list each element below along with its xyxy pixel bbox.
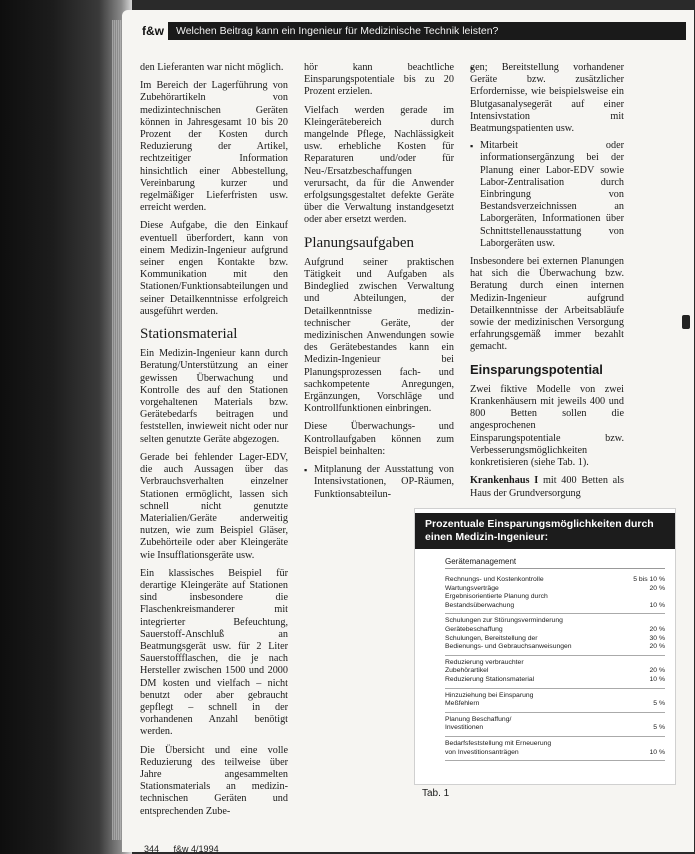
paragraph: Vielfach werden gerade im Kleingerätebereich durch mangelnde Pflege, Nachlässigkeit usw. erhebliche Kosten für Reparaturen und/oder für Neu-/Ersatzbeschaffungen verursacht, da für die Anwender erfolgsungsgestaltet defekte Geräte über die Verwaltung instandgesetzt oder aber ersetzt werden. — [304, 104, 454, 226]
row-label: Meßfehlern — [445, 700, 480, 708]
paragraph: den Lieferanten war nicht möglich. — [140, 62, 284, 73]
paragraph: Zwei fiktive Modelle von zwei Krankenhäusern mit jeweils 400 und 800 Betten sollen die angesprochenen Einsparungspotentiale bzw. Verbesserungsmöglichkeiten konkretisieren (siehe Tab. 1). — [470, 383, 624, 469]
paragraph: Gerade bei fehlender Lager-EDV, die auch Aussagen über das Verbrauchsverhalten einzelner Stationen ermöglicht, lassen sich schnell nicht genutzte Materialien/Geräte anderweitig nutzen, wie zum Beispiel Gläser, Zubehörteile oder aber Kleingeräte wie Insufflationsgeräte usw. — [140, 451, 288, 561]
row-label: Investitionen — [445, 724, 484, 732]
paragraph: Ein Medizin-Ingenieur kann durch Beratung/Unterstützung an einer gewissen Überwachung und Kontrolle des auf den Stationen vorgehaltenen Materials bzw. Gerätebedarfs beitragen und feststellen, inwieweit nicht oder nur selten genutzte Geräte abgezogen. — [140, 348, 288, 445]
table-title: Prozentuale Einsparungsmöglichkeiten durch einen Medizin-Ingenieur: — [415, 513, 675, 549]
section-heading-stationsmaterial: Stationsmaterial — [140, 326, 238, 343]
row-value: 20 % — [649, 643, 665, 651]
row-value: 20 % — [649, 667, 665, 675]
row-label: Schulungen zur Störungsverminderung — [445, 617, 563, 625]
paragraph: Diese Überwachungs- und Kontrollaufgaben können zum Beispiel beinhalten: — [304, 421, 454, 457]
table-row — [445, 667, 665, 676]
column-1 — [140, 62, 288, 824]
table-row — [445, 676, 665, 685]
table-row — [445, 617, 665, 626]
row-value: 5 % — [653, 724, 665, 732]
table-row — [445, 626, 665, 635]
row-value: 10 % — [649, 675, 665, 683]
row-label: Bedarfsfeststellung mit Erneuerung — [445, 739, 552, 747]
paragraph: Ein klassisches Beispiel für derartige Kleingeräte auf Stationen sind insbesondere die Flaschenkreismanderer mit integrierter Befeuchtung, Sauerstoff-Anschluß an Beatmungsgerät usw. für 2 Liter Sauerstoffflaschen, die je nach Hersteller zwischen 1500 und 2000 DM kosten und vielfach – nicht benutzt oder aber gebraucht gepflegt – schnell in der vorhandenen Anzahl benötigt werden. — [140, 567, 288, 738]
row-value: 20 % — [649, 625, 665, 633]
paragraph: Im Bereich der Lagerführung von Zubehörartikeln von medizintechnischen Geräten können in Jahresgesamt 10 bis 20 Prozent der Kosten durch Reduzierung der Artikel, rechtzeitiger Information hinsichtlich einer Abbestellung, Vereinbarung kurzer und regelmäßiger Lieferfristen usw. erreicht werden. — [140, 80, 288, 214]
row-value: 20 % — [649, 584, 665, 592]
table-row — [445, 716, 665, 725]
paragraph: Die Übersicht und eine volle Reduzierung des teilweise über Jahre angesammelten Stationsmaterials an medizin-technischen Geräten und entsprechenden Zube- — [140, 744, 288, 817]
row-label: Schulungen, Bereitstellung der — [445, 634, 538, 642]
paragraph: hör kann beachtliche Einsparungspotentiale bis zu 20 Prozent erzielen. — [304, 62, 454, 98]
hospital-label: Krankenhaus I — [470, 475, 539, 487]
table-row-group — [445, 656, 665, 689]
table-row — [445, 749, 665, 758]
table-row — [445, 576, 665, 585]
row-label: Rechnungs- und Kostenkontrolle — [445, 576, 544, 583]
paragraph: Diese Aufgabe, die den Einkauf eventuell überfordert, kann von einem Medizin-Ingenieur aufgrund seiner engen Kontakte bzw. Kommunikation mit den Stationen/Funktionsabteilungen und seiner Detailkenntnisse erfolgreich ausgeführt werden. — [140, 220, 288, 317]
row-label: Reduzierung verbrauchter — [445, 658, 524, 666]
running-title: Welchen Beitrag kann ein Ingenieur für Medizinische Technik leisten? — [176, 25, 499, 37]
table-row — [445, 740, 665, 749]
journal-issue: f&w 4/1994 — [173, 844, 219, 854]
page-footer — [144, 844, 231, 854]
row-value: 5 bis 10 % — [633, 576, 665, 583]
table-row-group — [445, 573, 665, 614]
bullet-item: ▪ gen; Bereitstellung vorhandener Geräte bzw. zusätzlicher Erfordernisse, wie beispielsweise ein Blutgasanalysegerät auf einer Intensivstation mit Beatmungspatienten usw. — [470, 62, 624, 135]
table-caption: Tab. 1 — [422, 788, 450, 799]
table-row — [445, 692, 665, 701]
section-heading-planungsaufgaben: Planungsaufgaben — [304, 234, 414, 251]
section-heading-einsparungspotential: Einsparungspotential — [470, 361, 603, 377]
table-row — [445, 643, 665, 652]
row-label: Ergebnisorientierte Planung durch — [445, 593, 548, 601]
column-2 — [304, 62, 454, 507]
table-row — [445, 700, 665, 709]
table-row — [445, 585, 665, 594]
row-value: 5 % — [653, 700, 665, 708]
row-label: Hinzuziehung bei Einsparung — [445, 691, 534, 699]
page-header — [138, 22, 686, 40]
row-label: Planung Beschaffung/ — [445, 715, 512, 723]
bullet-item: ▪ Mitarbeit oder informationsergänzung bei der Planung einer Labor-EDV sowie Labor-Zentralisation durch Einbringung von Bestandsverzeichnissen an Laborgeräten, Informationen über Schnittstellenausstattung von Laborgeräten usw. — [470, 140, 624, 250]
row-label: Bedienungs- und Gebrauchsanweisungen — [445, 643, 572, 651]
row-label: Zubehörartikel — [445, 667, 489, 675]
paragraph — [470, 475, 624, 499]
table-row — [445, 635, 665, 644]
table-row-group — [445, 689, 665, 713]
table-body — [415, 573, 675, 761]
journal-logo: f&w — [138, 22, 168, 40]
bullet-item: ▪ Mitplanung der Ausstattung von Intensivstationen, OP-Räumen, Funktionsabteilun- — [304, 464, 454, 501]
savings-table — [414, 508, 676, 785]
table-row — [445, 593, 665, 602]
table-row-group — [445, 713, 665, 737]
paragraph: Aufgrund seiner praktischen Tätigkeit und Aufgaben als Bindeglied zwischen Verwaltung und Abteilungen, der Detailkenntnisse medizin-technischer Geräte, der medizinischen Anwendungen sowie des Gerätebestandes kann ein Medizin-Ingenieur bei Planungsprozessen fach- und sachkompetente Anregungen, Ergänzungen, Vorschläge und Kontrollfunktionen einbringen. — [304, 256, 454, 415]
table-row-group — [445, 737, 665, 761]
bullet-list — [304, 464, 454, 501]
row-label: Bestandsüberwachung — [445, 601, 515, 609]
row-value: 30 % — [649, 634, 665, 642]
paragraph: Insbesondere bei externen Planungen hat sich die Überwachung bzw. Beratung durch einen internen Medizin-Ingenieur aufgrund Detailkenntnisse der Arbeitsabläufe sowie der medizinischen Versorgung erfahrungsgemäß immer bezahlt gemacht. — [470, 256, 624, 353]
row-label: von Investitionsanträgen — [445, 748, 519, 756]
row-label: Gerätebeschaffung — [445, 625, 503, 633]
table-row — [445, 602, 665, 611]
bullet-list — [470, 62, 624, 250]
page-tab-marker — [682, 315, 690, 329]
row-label: Reduzierung Stationsmaterial — [445, 675, 535, 683]
hospital-desc: mit 400 Betten als Haus der Grundversorgung — [470, 475, 625, 499]
table-row-group — [445, 614, 665, 655]
table-row — [445, 724, 665, 733]
column-3 — [470, 62, 624, 506]
journal-page — [122, 10, 694, 852]
table-section-heading: Gerätemanagement — [445, 557, 665, 569]
page-number: 344 — [144, 844, 160, 854]
row-label: Wartungsverträge — [445, 584, 499, 592]
table-row — [445, 659, 665, 668]
row-value: 10 % — [649, 601, 665, 609]
row-value: 10 % — [649, 748, 665, 756]
